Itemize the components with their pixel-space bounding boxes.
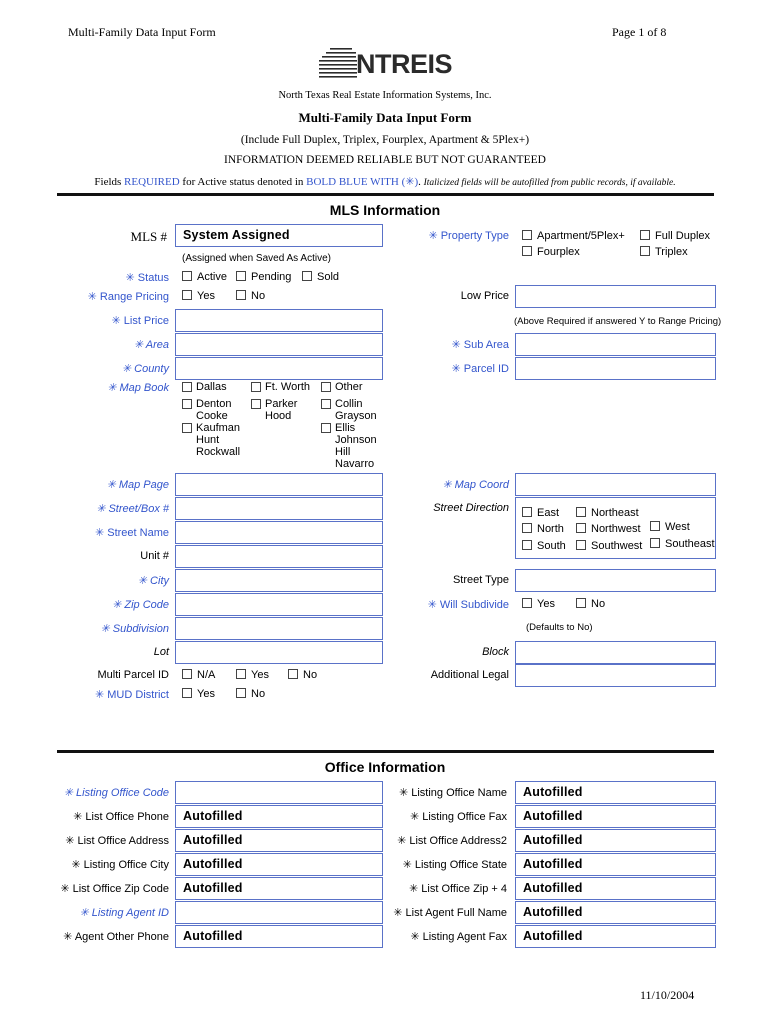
listing-office-code-field[interactable] — [175, 781, 383, 804]
checkbox-mapbook-denton[interactable] — [182, 398, 232, 422]
mud-district-label: ✳ MUD District — [95, 689, 169, 701]
list-office-zip-field[interactable] — [175, 877, 383, 900]
option-label: Dallas — [196, 381, 227, 393]
property-type-label: ✳ Property Type — [428, 230, 509, 242]
checkbox-mapbook-ellis[interactable] — [321, 422, 379, 470]
street-box-field[interactable] — [175, 497, 383, 520]
agent-other-phone-label: ✳ Agent Other Phone — [63, 931, 169, 943]
section-divider — [57, 193, 714, 196]
checkbox-fourplex[interactable] — [522, 246, 580, 258]
section-divider — [57, 750, 714, 753]
county-field[interactable] — [175, 357, 383, 380]
autofilled-value: Autofilled — [523, 857, 583, 871]
option-label: Kaufman Hunt Rockwall — [196, 422, 241, 458]
option-label: Fourplex — [537, 246, 580, 258]
list-office-phone-field[interactable] — [175, 805, 383, 828]
listing-office-state-label: ✳ Listing Office State — [402, 859, 507, 871]
checkbox-range-yes[interactable] — [182, 290, 215, 302]
unit-label: Unit # — [140, 550, 169, 562]
option-label: Northwest — [591, 523, 641, 535]
list-office-zip4-label: ✳ List Office Zip + 4 — [409, 883, 507, 895]
zip-code-label: ✳ Zip Code — [112, 599, 169, 611]
checkbox-multi-parcel-no[interactable] — [288, 669, 317, 681]
sub-area-label: ✳ Sub Area — [451, 339, 509, 351]
option-label: Denton Cooke — [196, 398, 232, 422]
option-label: North — [537, 523, 564, 535]
autofilled-value: Autofilled — [523, 929, 583, 943]
option-label: Southeast — [665, 538, 715, 550]
checkbox-range-no[interactable] — [236, 290, 265, 302]
zip-code-field[interactable] — [175, 593, 383, 616]
form-subtitle: (Include Full Duplex, Triplex, Fourplex, Apartment & 5Plex+) — [240, 134, 530, 146]
option-label: Yes — [197, 688, 215, 700]
autofilled-value: Autofilled — [183, 881, 243, 895]
mls-value: System Assigned — [183, 228, 290, 242]
checkbox-mud-yes[interactable] — [182, 688, 215, 700]
checkbox-dir-southeast[interactable] — [650, 538, 715, 550]
form-name-header: Multi-Family Data Input Form — [68, 25, 216, 39]
option-label: Southwest — [591, 540, 643, 552]
street-name-field[interactable] — [175, 521, 383, 544]
checkbox-subdivide-no[interactable] — [576, 598, 605, 610]
note-bold-blue: BOLD BLUE WITH (✳) — [306, 176, 419, 188]
option-label: Full Duplex — [655, 230, 711, 242]
option-label: Yes — [197, 290, 215, 302]
listing-office-city-field[interactable] — [175, 853, 383, 876]
low-price-note: (Above Required if answered Y to Range Pricing) — [514, 316, 722, 327]
lot-field[interactable] — [175, 641, 383, 664]
checkbox-triplex[interactable] — [640, 246, 688, 258]
list-office-address2-field[interactable] — [515, 829, 716, 852]
office-section-title: Office Information — [324, 759, 446, 775]
parcel-id-field[interactable] — [515, 357, 716, 380]
autofilled-value: Autofilled — [523, 785, 583, 799]
defaults-note: (Defaults to No) — [526, 622, 593, 633]
lot-label: Lot — [153, 646, 169, 658]
checkbox-status-sold[interactable] — [302, 271, 339, 283]
checkbox-mapbook-ftworth[interactable] — [251, 381, 313, 393]
list-office-zip4-field[interactable] — [515, 877, 716, 900]
listing-office-state-field[interactable] — [515, 853, 716, 876]
option-label: No — [303, 669, 318, 681]
block-field[interactable] — [515, 641, 716, 664]
street-direction-label: Street Direction — [433, 502, 509, 514]
checkbox-dir-south[interactable] — [522, 540, 566, 552]
parcel-id-label: ✳ Parcel ID — [451, 363, 509, 375]
listing-agent-fax-field[interactable] — [515, 925, 716, 948]
list-price-label: ✳ List Price — [111, 315, 169, 327]
option-label: No — [251, 290, 266, 302]
area-label: ✳ Area — [133, 339, 169, 351]
mls-label: MLS # — [130, 229, 167, 244]
range-pricing-label: ✳ Range Pricing — [87, 291, 169, 303]
option-label: Ellis Johnson Hill Navarro — [335, 422, 377, 470]
additional-legal-label: Additional Legal — [430, 669, 509, 681]
option-label: Triplex — [655, 246, 688, 258]
checkbox-status-pending[interactable] — [236, 271, 291, 283]
checkbox-mapbook-kaufman[interactable] — [182, 422, 242, 458]
checkbox-multi-parcel-na[interactable] — [182, 669, 215, 681]
multi-parcel-label: Multi Parcel ID — [97, 669, 169, 681]
county-label: ✳ County — [121, 363, 169, 375]
low-price-label: Low Price — [460, 290, 509, 302]
autofilled-value: Autofilled — [523, 809, 583, 823]
sub-area-field[interactable] — [515, 333, 716, 356]
checkbox-multi-parcel-yes[interactable] — [236, 669, 269, 681]
option-label: No — [251, 688, 266, 700]
status-label: ✳ Status — [125, 272, 169, 284]
option-label: Collin Grayson — [335, 398, 377, 422]
note-part: for Active status denoted in — [179, 176, 307, 188]
option-label: Other — [335, 381, 363, 393]
option-label: N/A — [197, 669, 216, 681]
checkbox-status-active[interactable] — [182, 271, 227, 283]
subdivision-label: ✳ Subdivision — [100, 623, 169, 635]
option-label: Yes — [537, 598, 555, 610]
option-label: No — [591, 598, 606, 610]
note-part: . — [418, 176, 424, 188]
listing-agent-id-label: ✳ Listing Agent ID — [79, 907, 169, 919]
subdivision-field[interactable] — [175, 617, 383, 640]
option-label: Active — [197, 271, 227, 283]
option-label: Ft. Worth — [265, 381, 311, 393]
checkbox-dir-northeast[interactable] — [576, 507, 639, 519]
mls-section-title: MLS Information — [329, 202, 441, 218]
autofilled-value: Autofilled — [523, 881, 583, 895]
street-type-label: Street Type — [452, 574, 509, 586]
low-price-field[interactable] — [515, 285, 716, 308]
ntreis-logo — [318, 46, 464, 82]
map-book-label: ✳ Map Book — [107, 382, 169, 394]
checkbox-dir-west[interactable] — [650, 521, 690, 533]
option-label: East — [537, 507, 560, 519]
block-label: Block — [482, 646, 509, 658]
option-label: Northeast — [591, 507, 639, 519]
agent-other-phone-field[interactable] — [175, 925, 383, 948]
additional-legal-field[interactable] — [515, 664, 716, 687]
autofilled-value: Autofilled — [523, 905, 583, 919]
street-type-field[interactable] — [515, 569, 716, 592]
autofilled-value: Autofilled — [183, 929, 243, 943]
listing-office-name-label: ✳ Listing Office Name — [398, 787, 507, 799]
list-office-address-field[interactable] — [175, 829, 383, 852]
list-office-address2-label: ✳ List Office Address2 — [397, 835, 507, 847]
form-title: Multi-Family Data Input Form — [298, 110, 472, 125]
footer-date: 11/10/2004 — [640, 988, 695, 1002]
street-name-label: ✳ Street Name — [94, 527, 169, 539]
checkbox-mud-no[interactable] — [236, 688, 265, 700]
option-label: Apartment/5Plex+ — [537, 230, 625, 242]
option-label: Pending — [251, 271, 292, 283]
logo-text: NTREIS — [356, 49, 453, 79]
checkbox-apartment[interactable] — [522, 230, 625, 242]
listing-agent-id-field[interactable] — [175, 901, 383, 924]
page-number: Page 1 of 8 — [612, 25, 667, 39]
checkbox-dir-east[interactable] — [522, 507, 559, 519]
listing-office-fax-label: ✳ Listing Office Fax — [409, 811, 507, 823]
list-agent-full-name-label: ✳ List Agent Full Name — [393, 907, 507, 919]
option-label: Parker Hood — [265, 398, 298, 422]
disclaimer: INFORMATION DEEMED RELIABLE BUT NOT GUARANTEED — [224, 154, 546, 166]
checkbox-subdivide-yes[interactable] — [522, 598, 555, 610]
map-coord-field[interactable] — [515, 473, 716, 496]
autofilled-value: Autofilled — [183, 857, 243, 871]
checkbox-dir-southwest[interactable] — [576, 540, 642, 552]
mls-number-field[interactable] — [175, 224, 383, 247]
list-price-field[interactable] — [175, 309, 383, 332]
listing-office-fax-field[interactable] — [515, 805, 716, 828]
listing-office-city-label: ✳ Listing Office City — [71, 859, 169, 871]
autofilled-value: Autofilled — [183, 809, 243, 823]
checkbox-dir-northwest[interactable] — [576, 523, 641, 535]
org-name: North Texas Real Estate Information Systems, Inc. — [278, 90, 492, 101]
map-page-label: ✳ Map Page — [106, 479, 169, 491]
city-field[interactable] — [175, 569, 383, 592]
map-coord-label: ✳ Map Coord — [442, 479, 509, 491]
mls-note: (Assigned when Saved As Active) — [182, 253, 331, 264]
option-label: Yes — [251, 669, 269, 681]
list-office-phone-label: ✳ List Office Phone — [73, 811, 169, 823]
option-label: South — [537, 540, 566, 552]
city-label: ✳ City — [137, 575, 169, 587]
map-page-field[interactable] — [175, 473, 383, 496]
list-office-address-label: ✳ List Office Address — [65, 835, 169, 847]
checkbox-full-duplex[interactable] — [640, 230, 710, 242]
autofilled-value: Autofilled — [523, 833, 583, 847]
unit-field[interactable] — [175, 545, 383, 568]
checkbox-mapbook-parker[interactable] — [251, 398, 303, 422]
autofilled-value: Autofilled — [183, 833, 243, 847]
list-agent-full-name-field[interactable] — [515, 901, 716, 924]
checkbox-mapbook-collin[interactable] — [321, 398, 379, 422]
logo-lines-icon — [318, 46, 358, 82]
note-part: Fields — [94, 176, 125, 188]
street-box-label: ✳ Street/Box # — [96, 503, 169, 515]
checkbox-mapbook-dallas[interactable] — [182, 381, 242, 393]
list-office-zip-label: ✳ List Office Zip Code — [60, 883, 169, 895]
checkbox-mapbook-other[interactable] — [321, 381, 381, 393]
listing-office-name-field[interactable] — [515, 781, 716, 804]
area-field[interactable] — [175, 333, 383, 356]
checkbox-dir-north[interactable] — [522, 523, 564, 535]
listing-agent-fax-label: ✳ Listing Agent Fax — [410, 931, 507, 943]
option-label: West — [665, 521, 690, 533]
option-label: Sold — [317, 271, 340, 283]
will-subdivide-label: ✳ Will Subdivide — [427, 599, 509, 611]
note-required: REQUIRED — [124, 176, 180, 188]
note-autofill: Italicized fields will be autofilled from public records, if available. — [423, 178, 676, 188]
required-note — [0, 175, 770, 188]
listing-office-code-label: ✳ Listing Office Code — [63, 787, 169, 799]
